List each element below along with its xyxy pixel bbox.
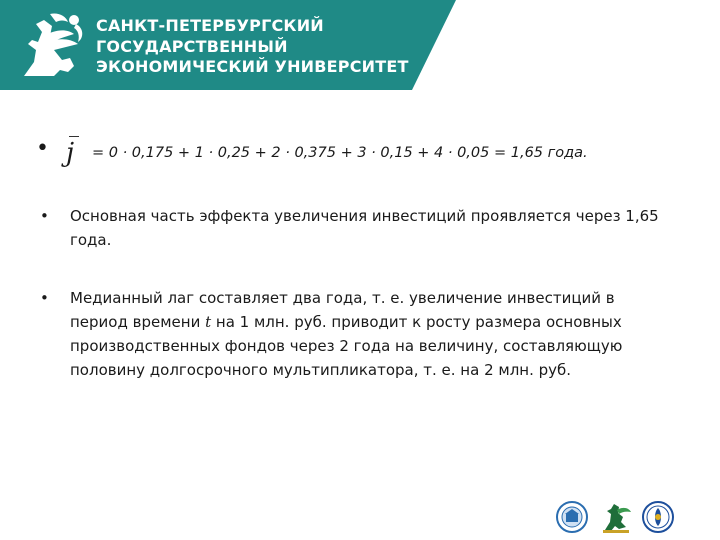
bullet-text: Основная часть эффекта увеличения инвестиций проявляется через 1,65 года. [70, 207, 659, 249]
bullet-text-part-2: на 1 млн. руб. приводит к росту размера основных производственных фондов через 2 года на величину, составляющую половину долгосрочного мультипликатора, т. е. на 2 млн. руб. [70, 313, 623, 379]
bullet-text-part-1: Медианный лаг составляет два года, т. е. увеличение инвестиций в период времени [70, 289, 615, 331]
round-seal-icon [641, 500, 675, 534]
university-name-line-3: ЭКОНОМИЧЕСКИЙ УНИВЕРСИТЕТ [96, 57, 409, 76]
bullet-symbol: • [40, 289, 49, 307]
university-name [96, 16, 409, 78]
bullet-item-effect [40, 204, 670, 252]
university-name-line-1: САНКТ-ПЕТЕРБУРГСКИЙ [96, 16, 324, 35]
bullet-text [70, 286, 670, 382]
footer-emblems [555, 500, 715, 534]
bullet-item-median-lag [40, 286, 670, 382]
university-name-line-2: ГОСУДАРСТВЕННЫЙ [96, 36, 288, 56]
formula-variable: j [66, 138, 75, 168]
university-emblem-icon [555, 500, 589, 534]
header-banner [0, 0, 412, 90]
bullet-text-italic-t: t [205, 313, 212, 331]
griffin-logo-icon [14, 10, 92, 82]
bullet-symbol: • [40, 207, 49, 225]
mean-bar-icon [69, 136, 79, 137]
formula-expression: = 0 · 0,175 + 1 · 0,25 + 2 · 0,375 + 3 · 0,15 + 4 · 0,05 = 1,65 года. [92, 145, 588, 161]
griffin-emblem-icon [599, 500, 633, 534]
formula-line [36, 136, 696, 176]
formula-bullet: • [36, 136, 49, 161]
